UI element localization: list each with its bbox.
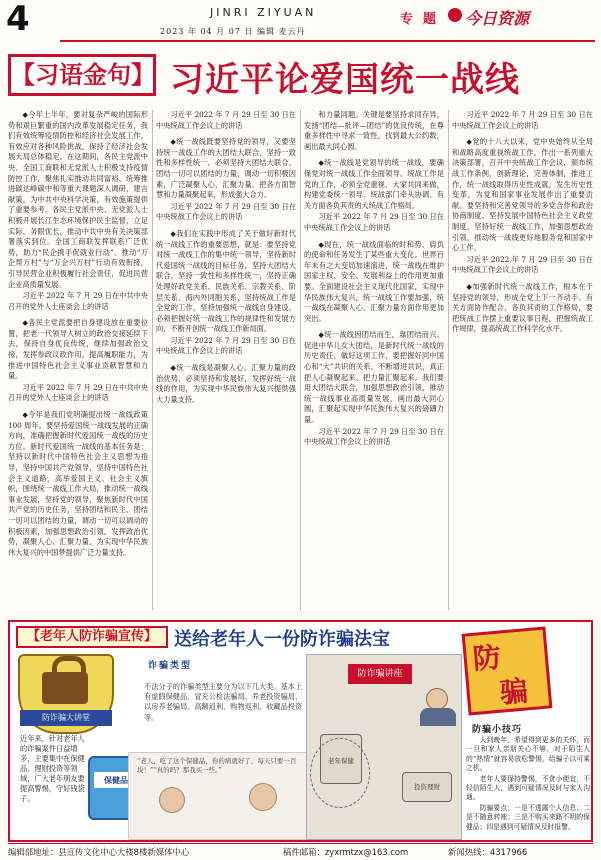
- quote-paragraph: ◆统一战线因团结而生，靠团结而兴。促进中华儿女大团结，是新时代统一战线的历史责任。做好这项工作，要把握好同中国心和“大”共识的关系，不断增进共识，真正把人心凝聚起来、把力量汇聚起来。我们要用大团结大联合，加强思想政治引领，推动统一战线事业高质量发展，画出最大同心圆，汇聚起实现中华民族伟大复兴的磅礴力量。: [304, 330, 444, 425]
- header-rule: [60, 40, 595, 42]
- page-number: 4: [6, 0, 30, 39]
- body-icon: [420, 708, 456, 726]
- anti-fraud-panel: [8, 620, 593, 842]
- quote-source: 习近平 2022 年 7 月 29 日至 30 日在中央统战工作会议上的讲话: [156, 110, 296, 130]
- footer-hotline: 新闻热线：4317966: [448, 847, 528, 857]
- intro-text: 近年来，针对老年人的诈骗案件日益增多，主要集中在保健品、理财投资等领域，广大老年朋友要提高警惕，守好钱袋子。: [20, 734, 85, 803]
- column-divider: [300, 110, 301, 610]
- tip-paragraph: 人到晚年，希望得到更多的关怀，而一旦和家人亲朋关心不够，对于陌生人的“热情”就容易放松警惕，给骗子以可乘之机。: [466, 736, 590, 773]
- bottle-label-invest: 投资理财: [414, 783, 440, 791]
- article-column-3: [304, 110, 444, 612]
- shield-label: 防诈骗大讲堂: [20, 710, 112, 726]
- section-label: 专题: [400, 12, 447, 27]
- fraud-types-title: 诈骗类型: [148, 661, 193, 671]
- quote-paragraph: 和力量同题。关键是要坚持求同存异，发扬“团结—批评—团结”的优良传统，在尊重多样性中寻求一致性，找到最大公约数，画出最大同心圆。: [304, 110, 444, 151]
- quote-source: 习近平 2022 年 7 月 29 日在中共中央召开的党外人士座谈会上的讲话: [8, 382, 148, 403]
- quote-paragraph: ◆现在，统一战线面临的时和势、肩负的使命和任务发生了某些重大变化。世界百年未有之大变局加速演进，统一战线在维护国家主权、安全、发展利益上的作用更加重要。全面建设社会主义现代化国家，实现中华民族伟大复兴，统一战线工作要加强，统一战线在凝聚人心、汇聚力量方面作用更加突出。: [304, 239, 444, 323]
- tip-paragraph: 老年人要保持警惕，不贪小便宜，不轻信陌生人，遇到可疑情况及时与家人沟通。: [466, 774, 590, 802]
- tips-text: [466, 736, 590, 833]
- column-divider: [448, 110, 449, 610]
- lock-icon: [42, 672, 88, 704]
- lecture-banner-label: 防诈骗讲座: [348, 664, 412, 684]
- quote-source: 习近平 2022 年 7 月 29 日至 30 日在中央统战工作会议上的讲话: [452, 110, 593, 130]
- footer-email: 稿件邮箱：zyxrmtzx@163.com: [283, 847, 409, 857]
- brand-name: 今日资源: [465, 9, 530, 28]
- quote-paragraph: ◆统一战线是凝聚人心、汇聚力量的政治优势，必须坚持和发展好，发挥好统一战线的作用，为实现中华民族伟大复兴提供强大力量支持。: [156, 363, 296, 404]
- article-column-4: [452, 110, 593, 612]
- quote-paragraph: ◆统一战线既要坚持党的领导，又要坚持统一战线工作的大团结大联合，坚持一致性和多样性统一。必须坚持大团结大联合，团结一切可以团结的力量，调动一切积极因素，广泛凝聚人心，汇聚力量，把各方面智慧和力量凝聚起来，形成强大合力。: [156, 137, 296, 200]
- quote-source: 习近平 2022 年 7 月 29 日至 30 日在中央统战工作会议上的讲话: [304, 212, 444, 232]
- fraud-types-text: 不法分子的诈骗类型主要分为以下几大类。基本上有虚假保健品、冒充公检法骗局、养老投资骗局、以房养老骗局、高额返利、购物返利、收藏品投资等。: [144, 682, 303, 722]
- tip-paragraph: 防骗要点：一是不透露个人信息；二是不随意转账；三是不购买来路不明的保健品；四是遇到可疑情况及时报警。: [466, 803, 590, 831]
- quote-paragraph: ◆我们在实践中形成了关于做好新时代统一战线工作的重要思想，就是：要坚持党对统一战线工作的集中统一领导，坚持新时代爱国统一战线的目标任务，坚持大团结大联合，坚持一致性和多样性统一，坚持正确处理好政党关系、民族关系、宗教关系、阶层关系、海内外同胞关系，坚持统战工作是全党的工作，坚持加强统一战线自身建设，必须把握好统一战线工作的规律性和发展方向，不断开创统一战线工作新局面。: [156, 228, 296, 334]
- brand-logo-icon: [448, 8, 462, 22]
- article-body: [8, 110, 593, 612]
- speech-bubble-text: “老人，吃了这个保健品，你的病就好了，每天只要一百块！”“真的吗？那我买一些。”: [137, 757, 297, 774]
- footer-rule: [8, 843, 593, 844]
- quote-source: 习近平 2022 年 7 月 29 日至 30 日在中央统战工作会议上的讲话: [156, 335, 296, 356]
- masthead-pinyin: JINRI ZIYUAN: [210, 6, 317, 19]
- article-column-2: [156, 110, 296, 612]
- column-tag: 【习语金句】: [8, 54, 156, 96]
- anti-fraud-stamp: [462, 626, 553, 715]
- page-footer: [8, 846, 593, 860]
- quote-paragraph: ◆今年上半年，要对复杂严峻的国际形势和艰巨繁重的国内改革发展稳定任务，我们有效统筹疫情防控和经济社会发展工作，有效应对各种风险挑战，保持了经济社会发展大局总体稳定。在这期间，各民主党派中央、全国工商联和无党派人士积极支持疫情防控工作，聚焦扎实推动共同富裕、统筹推进碳达峰碳中和等重大课题深入调研，建言献策，为中共中央科学决策，有效施策提供了重要参考。各民主党派中央、无党派人士积极开展长江生态环境保护民主监督，立足实际，务眼优长，推动中共中央有关决策部署落实到位。全国工商联发挥联系广泛优势，助力“民企携手促就业行动”、推动“万企帮万村”与“万企兴万村”行动有效衔接，引导民营企业积极履行社会责任，促进民营企业高质量发展。: [8, 110, 148, 289]
- date-editor-line: 2023 年 04 月 07 日 编辑 麦云丹: [160, 27, 306, 36]
- trap-net-icon: [310, 738, 370, 808]
- title-row: [8, 52, 593, 102]
- footer-address: 编辑部地址：县宣传文化中心大楼8楼新媒体中心: [8, 847, 190, 857]
- tips-title: 防骗小技巧: [472, 725, 523, 735]
- column-divider: [152, 110, 153, 610]
- quote-source: 习近平 2022 年 7 月 29 日在中共中央召开的党外人士座谈会上的讲话: [8, 291, 148, 311]
- elderly-man-illustration: [414, 686, 464, 726]
- article-column-1: [8, 110, 148, 612]
- page-header: [0, 0, 601, 44]
- quote-paragraph: ◆统一战线是党领导的统一战线，要确保党对统一战线工作全面领导。统战工作是党的工作，必须全党重视，大家共同来做，构建党委统一领导、统战部门牵头协调、有关方面各负其责的大统战工作格局。: [304, 158, 444, 210]
- supplement-bag-label: 保健品: [94, 772, 138, 788]
- quote-source: 习近平 2022 年 7 月 29 日至 30 日在中央统战工作会议上的讲话: [304, 426, 444, 447]
- scam-sketch-illustration: [128, 752, 310, 840]
- elderly-figure-icon: [159, 787, 185, 813]
- bottle-label-health: 老年保健: [328, 757, 354, 765]
- quote-paragraph: ◆加强新时代统一战线工作，根本在于坚持党的领导，形成全党上下一齐动手、有关方面协作配合、各负其责的工作格局，要把统战工作摆上重要议事日程，把握统战工作规律，提高统战工作科学化水平。: [452, 281, 593, 334]
- anti-fraud-title: 送给老年人一份防诈骗法宝: [174, 629, 390, 650]
- stamp-char-1: 防: [471, 640, 503, 676]
- quote-source: 习近平 2022 年 7 月 29 日至 30 日在中央统战工作会议上的讲话: [452, 254, 593, 275]
- quote-paragraph: ◆今年是我们党明确提出统一战线政策 100 周年。要坚持爱国统一战线发展的正确方向，准确把握新时代爱国统一战线的历史方位。新时代爱国统一战线的基本任务是：坚持以新时代中国特色社会主义思想为指导，坚持中国共产党领导，坚持中国特色社会主义道路，高举爱国主义、社会主义旗帜，围绕统一战线工作大局，推动统一战线事业发展，坚持党的领导，聚焦新时代中国共产党的历史任务，坚持团结和民主、团结一切可以团结的力量，调动一切可以调动的积极因素，加强思想政治引领，发挥政治优势，凝聚人心、汇聚力量，为实现中华民族伟大复兴的中国梦提供广泛力量支持。: [8, 410, 148, 557]
- anti-fraud-tag: 【老年人防诈骗宣传】: [16, 626, 168, 648]
- quote-paragraph: ◆党的十八大以来，党中央始终从全局和战略高度重视统战工作，作出一系列重大决策部署，召开中央统战工作会议，颁布统战工作条例，创新理论，完善体制，推进工作，统一战线取得历史性成就，发生历史性变革，为党和国家事业发展作出了重要贡献。要坚持和完善党领导的多党合作和政治协商制度，坚持发展中国特色社会主义政党制度，坚持好统一战线工作，加强思想政治引领，推动统一战线更好地服务党和国家中心工作。: [452, 137, 593, 253]
- page-headline: 习近平论爱国统一战线: [170, 60, 520, 100]
- quote-paragraph: ◆各民主党派要把自身建设放在重要位置，把老一代领导人树立的政治交接延续下去，保持自身优良传统，继续加强政治交接，发挥参政议政作用，提高履职能力，为推进中国特色社会主义事业贡献智慧和力量。: [8, 318, 148, 381]
- quote-source: 习近平 2022 年 7 月 29 日至 30 日在中央统战工作会议上的讲话: [156, 201, 296, 222]
- head-icon: [426, 688, 448, 710]
- stamp-char-2: 骗: [498, 674, 530, 710]
- scammer-figure-icon: [249, 783, 277, 811]
